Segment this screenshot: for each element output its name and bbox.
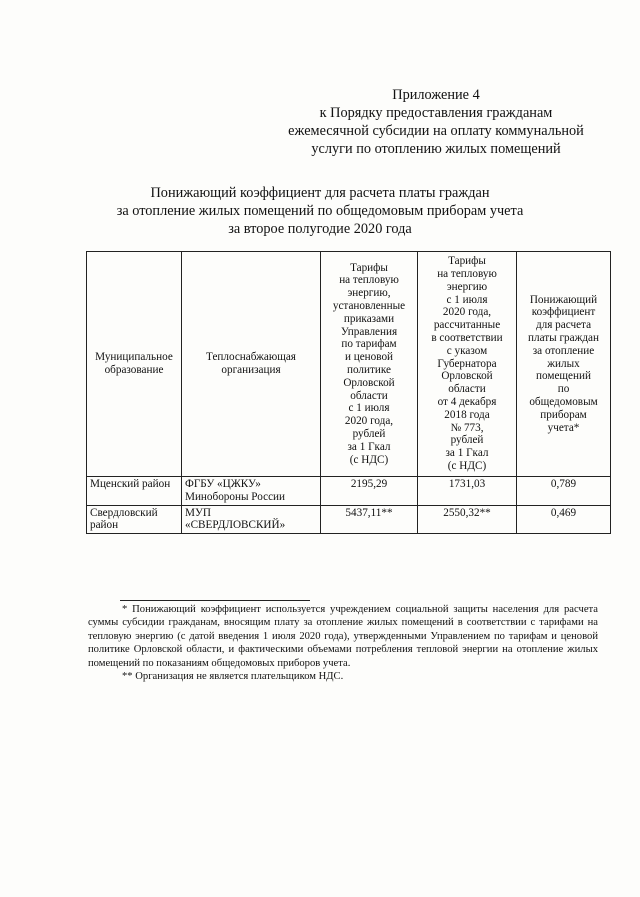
cell-tariff-calculated: 1731,03 (418, 477, 517, 506)
cell-organization: ФГБУ «ЦЖКУ» Минобороны России (182, 477, 321, 506)
header-coefficient: Понижающий коэффициент для расчета платы граждан за отопление жилых помещений по общедомовым приборам учета* (517, 252, 611, 477)
coefficient-table (86, 251, 611, 534)
cell-tariff-calculated: 2550,32** (418, 505, 517, 534)
cell-municipality: Свердловский район (87, 505, 182, 534)
table-row (87, 477, 611, 506)
title-line: за второе полугодие 2020 года (228, 221, 412, 237)
appendix-ref-line: к Порядку предоставления гражданам (319, 105, 553, 121)
footnote-coefficient: * Понижающий коэффициент используется учреждением социальной защиты населения для расчета суммы субсидии гражданам, вносящим плату за отопление жилых помещений в соответствии с тарифами на тепловую энергию (с датой введения 1 июля 2020 года), утвержденными Управлением по тарифам и ценовой политике Орловской области, и фактическими объемами потребления тепловой энергии на отопление жилых помещений по показаниям общедомовых приборов учета. (88, 604, 598, 669)
table-row (87, 505, 611, 534)
header-tariff-calculated: Тарифы на тепловую энергию с 1 июля 2020 года, рассчитанные в соответствии с указом Губернатора Орловской области от 4 декабря 2018 года № 773, рублей за 1 Гкал (с НДС) (418, 252, 517, 477)
appendix-header (268, 86, 604, 158)
footnote-separator (120, 600, 310, 601)
table-header-row (87, 252, 611, 477)
header-tariff-established: Тарифы на тепловую энергию, установленные приказами Управления по тарифам и ценовой политике Орловской области с 1 июля 2020 года, рублей за 1 Гкал (с НДС) (321, 252, 418, 477)
appendix-ref-line: ежемесячной субсидии на оплату коммунальной (288, 123, 584, 139)
title-line: за отопление жилых помещений по общедомовым приборам учета (116, 203, 524, 219)
cell-organization: МУП «СВЕРДЛОВСКИЙ» (182, 505, 321, 534)
cell-tariff-established: 2195,29 (321, 477, 418, 506)
header-organization: Теплоснабжающая организация (182, 252, 321, 477)
title-line: Понижающий коэффициент для расчета платы граждан (150, 185, 490, 201)
header-municipality: Муниципальное образование (87, 252, 182, 477)
appendix-ref-line: услуги по отоплению жилых помещений (311, 141, 561, 157)
appendix-number: Приложение 4 (392, 87, 480, 103)
cell-tariff-established: 5437,11** (321, 505, 418, 534)
footnotes (88, 603, 598, 683)
cell-coefficient: 0,469 (517, 505, 611, 534)
footnote-vat: ** Организация не является плательщиком НДС. (122, 671, 344, 683)
document-title (100, 184, 540, 238)
cell-coefficient: 0,789 (517, 477, 611, 506)
cell-municipality: Мценский район (87, 477, 182, 506)
